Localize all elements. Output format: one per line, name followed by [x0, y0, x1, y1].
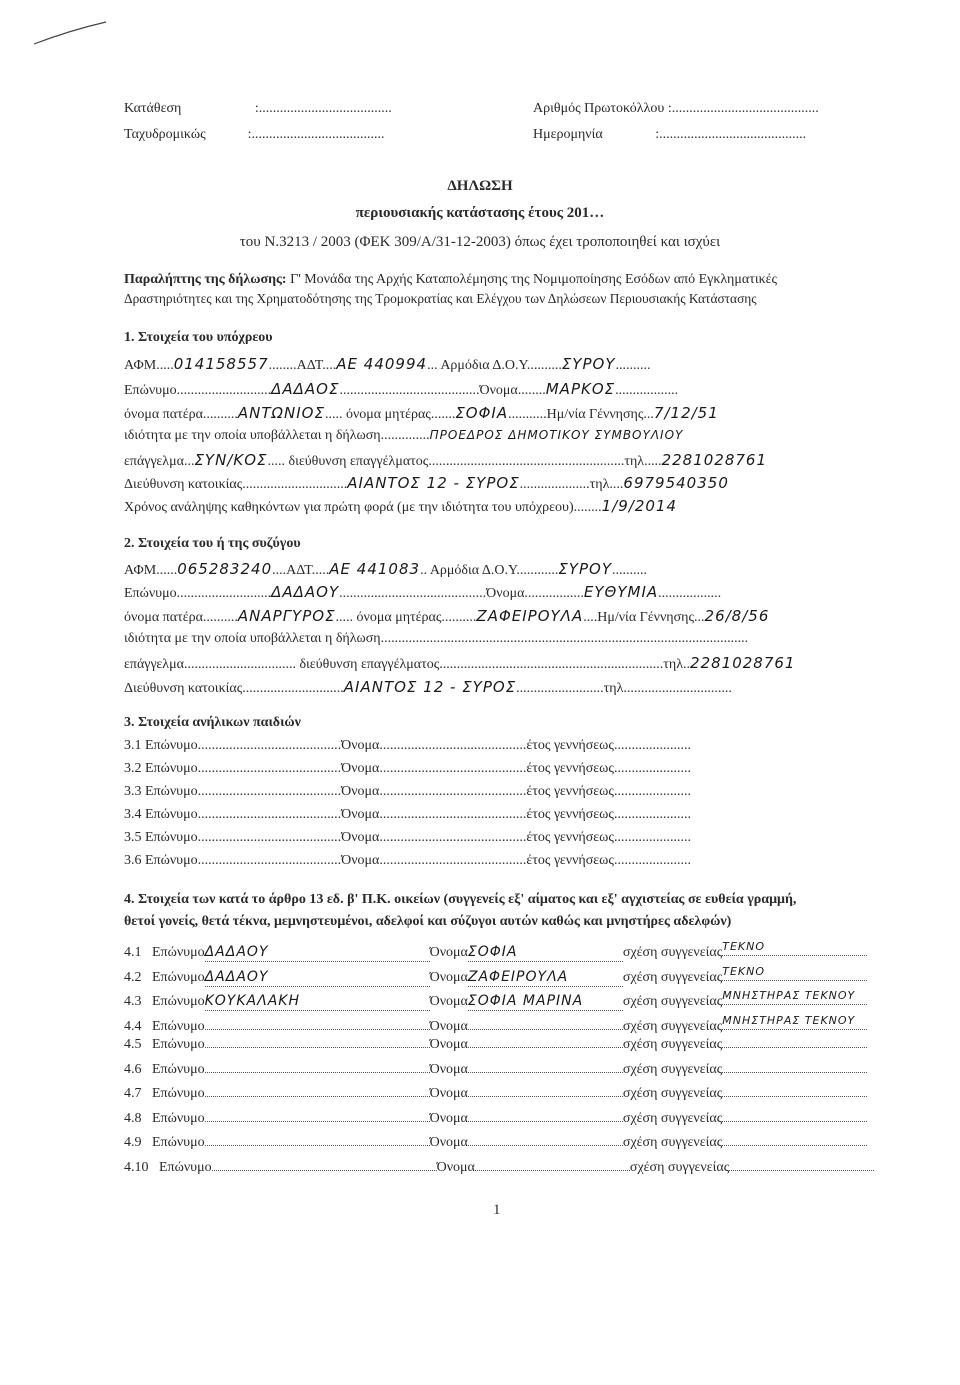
- relative-row: 4.7 Επώνυμο Όνομα σχέση συγγενείας: [124, 1086, 867, 1102]
- child-row: 3.1 Επώνυμο.........................................Όνομα..........................................έτος γεννήσεως......................: [124, 738, 691, 753]
- relative-name: ΖΑΦΕΙΡΟΥΛΑ: [467, 968, 569, 985]
- s1-tel-home: 6979540350: [623, 474, 729, 492]
- child-row: 3.2 Επώνυμο.........................................Όνομα..........................................έτος γεννήσεως......................: [124, 761, 691, 776]
- s1-job: ΣΥΝ/ΚΟΣ: [194, 451, 268, 469]
- header-postal: Ταχυδρομικώς :......................................: [124, 127, 385, 142]
- s2-row-afm: ΑΦΜ......065283240....ΑΔΤ.....ΑΕ 441083.. Αρμόδια Δ.Ο.Υ............ΣΥΡΟΥ..........: [124, 560, 647, 578]
- s1-row-parents: όνομα πατέρα..........ΑΝΤΩΝΙΟΣ..... όνομα μητέρας.......ΣΟΦΙΑ...........Ημ/νία Γέννησης...7/12/51: [124, 404, 719, 422]
- s2-mother: ΖΑΦΕΙΡΟΥΛΑ: [476, 607, 584, 625]
- recipient-line2: Δραστηριότητες και της Χρηματοδότησης της Τρομοκρατίας και Ελέγχου των Δηλώσεων Περιουσιακής Κατάστασης: [124, 291, 757, 306]
- s1-row-afm: ΑΦΜ.....014158557........ΑΔΤ....ΑΕ 440994... Αρμόδια Δ.Ο.Υ..........ΣΥΡΟΥ..........: [124, 355, 651, 373]
- s1-father: ΑΝΤΩΝΙΟΣ: [237, 404, 325, 422]
- s2-name: ΕΥΘΥΜΙΑ: [583, 583, 659, 601]
- s2-row-capacity: ιδιότητα με την οποία υποβάλλεται η δήλωση.........................................................................................................: [124, 631, 749, 646]
- s2-row-home: Διεύθυνση κατοικίας.............................ΑΙΑΝΤΟΣ 12 - ΣΥΡΟΣ.........................τηλ...............................: [124, 678, 732, 696]
- relative-surname: ΚΟΥΚΑΛΑΚΗ: [204, 993, 300, 1009]
- s1-mother: ΣΟΦΙΑ: [455, 404, 509, 422]
- relative-relation: ΤΕΚΝΟ: [722, 940, 766, 953]
- s1-row-name: Επώνυμο...........................ΔΑΔΑΟΣ........................................Όνομα........ΜΑΡΚΟΣ..................: [124, 380, 679, 398]
- s2-row-parents: όνομα πατέρα..........ΑΝΑΡΓΥΡΟΣ..... όνομα μητέρας..........ΖΑΦΕΙΡΟΥΛΑ....Ημ/νία Γέννησης...26/8/56: [124, 607, 770, 625]
- relative-row: 4.2 ΕπώνυμοΔΑΔΑΟΥ ΌνομαΖΑΦΕΙΡΟΥΛΑ σχέση συγγενείαςΤΕΚΝΟ: [124, 964, 867, 987]
- s1-name: ΜΑΡΚΟΣ: [545, 380, 616, 398]
- header-deposit: Κατάθεση :......................................: [124, 101, 392, 116]
- s2-doy: ΣΥΡΟΥ: [558, 560, 612, 578]
- s2-father: ΑΝΑΡΓΥΡΟΣ: [237, 607, 336, 625]
- section3-title: 3. Στοιχεία ανήλικων παιδιών: [124, 715, 301, 730]
- s1-afm: 014158557: [173, 355, 269, 373]
- s1-doy: ΣΥΡΟΥ: [561, 355, 616, 373]
- doc-title: ΔΗΛΩΣΗ: [447, 178, 513, 194]
- relative-relation: ΤΕΚΝΟ: [722, 964, 766, 978]
- section4-title-line2: θετοί γονείς, θετά τέκνα, μεμνηστευμένοι, αδελφοί και σύζυγοι αυτών καθώς και μνηστήρες αδελφών): [124, 914, 732, 929]
- relative-relation: ΜΝΗΣΤΗΡΑΣ ΤΕΚΝΟΥ: [722, 1013, 856, 1027]
- s2-afm: 065283240: [177, 560, 273, 578]
- page-number: 1: [493, 1202, 501, 1218]
- header-protocol: Αριθμός Πρωτοκόλλου :..........................................: [533, 101, 819, 116]
- s1-birth: 7/12/51: [653, 404, 719, 422]
- child-row: 3.3 Επώνυμο.........................................Όνομα..........................................έτος γεννήσεως......................: [124, 784, 691, 799]
- child-row: 3.6 Επώνυμο.........................................Όνομα..........................................έτος γεννήσεως......................: [124, 853, 691, 868]
- section1-title: 1. Στοιχεία του υπόχρεου: [124, 330, 273, 345]
- relative-name: ΣΟΦΙΑ ΜΑΡΙΝΑ: [467, 993, 584, 1009]
- pen-mark: [30, 18, 110, 48]
- relative-surname: ΔΑΔΑΟΥ: [204, 968, 269, 985]
- s2-row-job: επάγγελμα................................ διεύθυνση επαγγέλματος................................................................τηλ..2281028761: [124, 654, 796, 672]
- s2-row-name: Επώνυμο...........................ΔΑΔΑΟΥ..........................................Όνομα.................ΕΥΘΥΜΙΑ..................: [124, 583, 722, 601]
- s1-years: 1/9/2014: [601, 497, 678, 515]
- child-row: 3.5 Επώνυμο.........................................Όνομα..........................................έτος γεννήσεως......................: [124, 830, 691, 845]
- s1-row-job: επάγγελμα...ΣΥΝ/ΚΟΣ..... διεύθυνση επαγγέλματος........................................................τηλ.....2281028761: [124, 451, 768, 469]
- s2-home: ΑΙΑΝΤΟΣ 12 - ΣΥΡΟΣ: [343, 678, 517, 696]
- s2-surname: ΔΑΔΑΟΥ: [271, 583, 340, 601]
- relative-relation: ΜΝΗΣΤΗΡΑΣ ΤΕΚΝΟΥ: [722, 989, 856, 1002]
- s1-tel-work: 2281028761: [661, 451, 768, 469]
- s1-adt: ΑΕ 440994: [336, 355, 428, 373]
- relative-row: 4.1 ΕπώνυμοΔΑΔΑΟΥ ΌνομαΣΟΦΙΑ σχέση συγγενείαςΤΕΚΝΟ: [124, 939, 867, 962]
- recipient-line1: Παραλήπτης της δήλωσης: Γ' Μονάδα της Αρχής Καταπολέμησης της Νομιμοποίησης Εσόδων από Εγκληματικές: [124, 272, 778, 287]
- header-date: Ημερομηνία :..........................................: [533, 127, 807, 142]
- relative-surname: ΔΑΔΑΟΥ: [204, 944, 269, 960]
- doc-subtitle: περιουσιακής κατάστασης έτους 201…: [355, 205, 605, 221]
- relative-row: 4.3 ΕπώνυμοΚΟΥΚΑΛΑΚΗ ΌνομαΣΟΦΙΑ ΜΑΡΙΝΑ σχέση συγγενείαςΜΝΗΣΤΗΡΑΣ ΤΕΚΝΟΥ: [124, 988, 867, 1011]
- section4-title-line1: 4. Στοιχεία των κατά το άρθρο 13 εδ. β' Π.Κ. οικείων (συγγενείς εξ' αίματος και εξ' αγχιστείας σε ευθεία γραμμή,: [124, 892, 797, 907]
- s1-row-capacity: ιδιότητα με την οποία υποβάλλεται η δήλωση..............ΠΡΟΕΔΡΟΣ ΔΗΜΟΤΙΚΟΥ ΣΥΜΒΟΥΛΙΟΥ: [124, 428, 684, 443]
- section2-title: 2. Στοιχεία του ή της συζύγου: [124, 536, 301, 551]
- s1-home: ΑΙΑΝΤΟΣ 12 - ΣΥΡΟΣ: [347, 474, 520, 492]
- s2-tel-work: 2281028761: [690, 654, 796, 672]
- relative-row: 4.4 Επώνυμο Όνομα σχέση συγγενείαςΜΝΗΣΤΗΡΑΣ ΤΕΚΝΟΥ: [124, 1013, 867, 1035]
- child-row: 3.4 Επώνυμο.........................................Όνομα..........................................έτος γεννήσεως......................: [124, 807, 691, 822]
- relative-row: 4.8 Επώνυμο Όνομα σχέση συγγενείας: [124, 1111, 867, 1127]
- relative-row: 4.10 Επώνυμο Όνομα σχέση συγγενείας: [124, 1160, 874, 1176]
- relative-row: 4.6 Επώνυμο Όνομα σχέση συγγενείας: [124, 1062, 867, 1078]
- relative-row: 4.9 Επώνυμο Όνομα σχέση συγγενείας: [124, 1135, 867, 1151]
- doc-law: του Ν.3213 / 2003 (ΦΕΚ 309/Α/31-12-2003) όπως έχει τροποποιηθεί και ισχύει: [239, 234, 721, 250]
- s2-birth: 26/8/56: [704, 607, 770, 625]
- relative-name: ΣΟΦΙΑ: [467, 944, 518, 960]
- s1-capacity: ΠΡΟΕΔΡΟΣ ΔΗΜΟΤΙΚΟΥ ΣΥΜΒΟΥΛΙΟΥ: [429, 428, 684, 442]
- s1-row-years: Χρόνος ανάληψης καθηκόντων για πρώτη φορά (με την ιδιότητα του υπόχρεου)........1/9/2014: [124, 497, 678, 515]
- relative-row: 4.5 Επώνυμο Όνομα σχέση συγγενείας: [124, 1037, 867, 1053]
- s1-row-home: Διεύθυνση κατοικίας..............................ΑΙΑΝΤΟΣ 12 - ΣΥΡΟΣ....................τηλ....6979540350: [124, 474, 729, 492]
- s2-adt: ΑΕ 441083: [329, 560, 421, 578]
- s1-surname: ΔΑΔΑΟΣ: [271, 380, 340, 398]
